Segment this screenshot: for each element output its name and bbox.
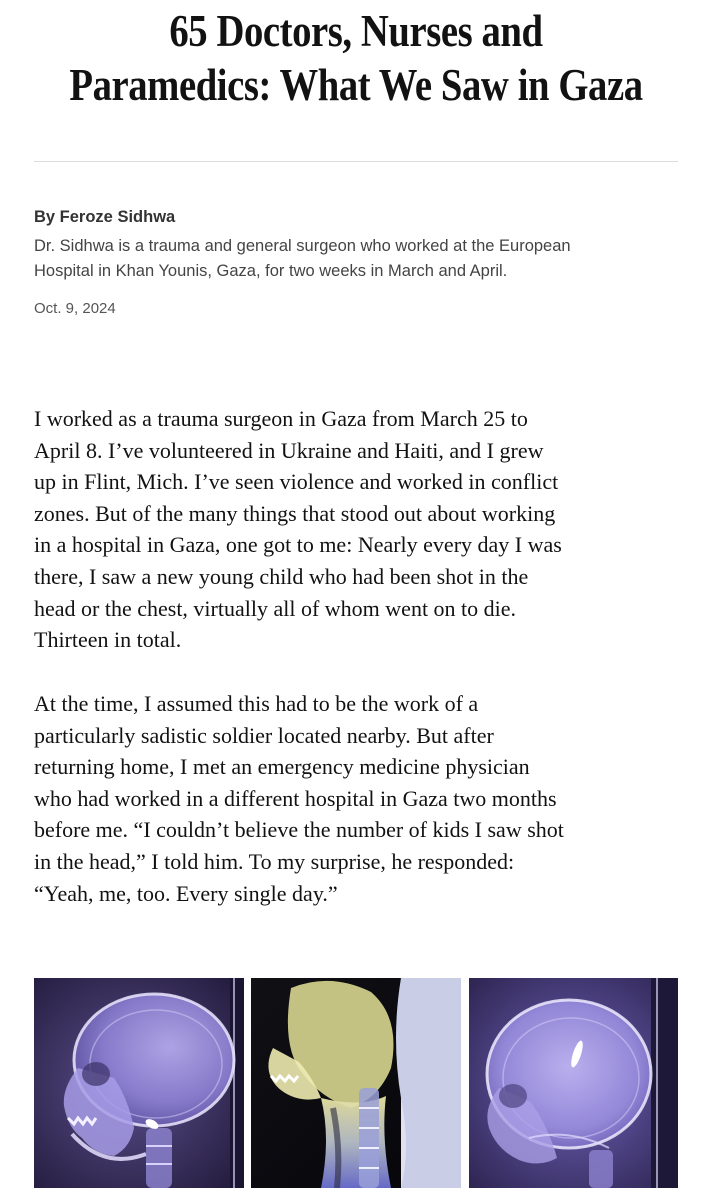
byline[interactable] [34, 206, 175, 228]
xray-image-1[interactable] [34, 978, 244, 1188]
paragraph-line: head or the chest, virtually all of whom went on to die. [34, 595, 517, 621]
paragraph-line: in the head,” I told him. To my surprise, he responded: [34, 848, 515, 874]
headline-line: 65 Doctors, Nurses and [169, 6, 543, 56]
paragraph-line: April 8. I’ve volunteered in Ukraine and Haiti, and I grew [34, 437, 544, 463]
paragraph-line: up in Flint, Mich. I’ve seen violence and worked in conflict [34, 469, 559, 495]
xray-image-3[interactable] [469, 978, 678, 1188]
paragraph-line: returning home, I met an emergency medicine physician [34, 754, 530, 780]
paragraph-line: zones. But of the many things that stood out about working [34, 500, 556, 526]
xray-image-strip [34, 978, 678, 1188]
paragraph-line: At the time, I assumed this had to be the work of a [34, 691, 479, 716]
headline [67, 4, 645, 112]
paragraph-line: “Yeah, me, too. Every single day.” [34, 880, 338, 906]
xray-neck-lateral-graphic [251, 978, 461, 1188]
headline-line: Paramedics: What We Saw in Gaza [69, 60, 643, 110]
paragraph-line: particularly sadistic soldier located nearby. But after [34, 722, 494, 748]
paragraph-line: Thirteen in total. [34, 627, 182, 653]
body-paragraph-1 [34, 403, 684, 656]
xray-image-2[interactable] [251, 978, 461, 1188]
header-divider [34, 161, 678, 162]
paragraph-line: in a hospital in Gaza, one got to me: Nearly every day I was [34, 532, 562, 558]
publish-date: Oct. 9, 2024 [34, 300, 116, 317]
author-name[interactable]: By Feroze Sidhwa [34, 208, 176, 226]
paragraph-line: before me. “I couldn’t believe the number of kids I saw shot [34, 817, 564, 843]
paragraph-line: there, I saw a new young child who had been shot in the [34, 563, 529, 589]
paragraph-line: who had worked in a different hospital in Gaza two months [34, 785, 557, 811]
bio-line: Hospital in Khan Younis, Gaza, for two weeks in March and April. [34, 262, 508, 280]
body-paragraph-2 [34, 688, 684, 909]
author-bio [34, 234, 684, 284]
paragraph-line: I worked as a trauma surgeon in Gaza from March 25 to [34, 406, 528, 431]
bio-line: Dr. Sidhwa is a trauma and general surgeon who worked at the European [34, 237, 571, 255]
xray-skull-lateral-graphic [34, 978, 244, 1188]
xray-skull-bullet-graphic [469, 978, 678, 1188]
